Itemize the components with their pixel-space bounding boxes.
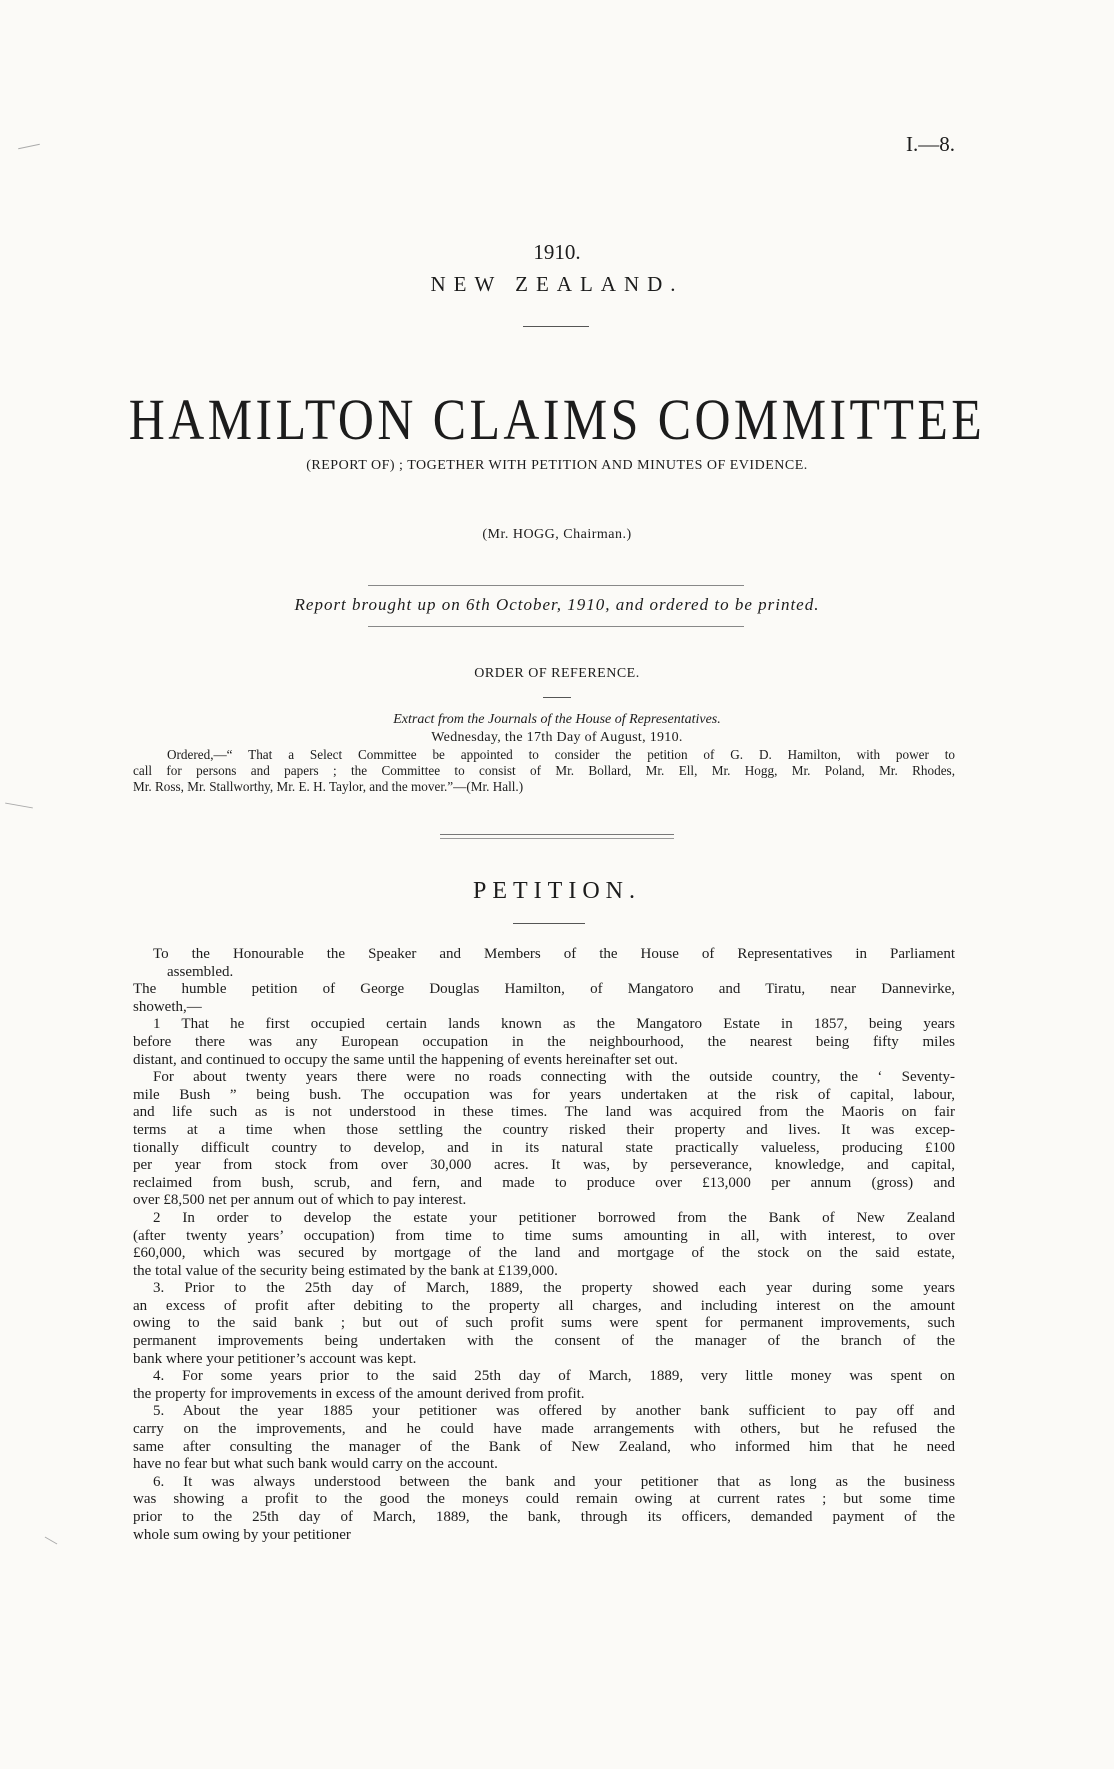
chairman-prefix: (Mr. [482,527,513,542]
chairman-line [0,527,1114,543]
order-of-reference-heading: ORDER OF REFERENCE. [474,666,640,681]
petition-line: prior to the 25th day of March, 1889, the bank, through its officers, demanded payment of the [133,1509,955,1525]
petition-line: assembled. [167,963,234,980]
order-date: Wednesday, the 17th Day of August, 1910. [431,730,683,745]
divider [440,834,674,835]
chairman-name: HOGG, [512,527,564,542]
petition-line: per year from stock from over 30,000 acres. It was, by perseverance, knowledge, and capital, [133,1157,955,1174]
petition-line: and life such as is not understood in these times. The land was acquired from the Maoris on fair [133,1104,955,1121]
petition-line: carry on the improvements, and he could have made arrangements with others, but he refused the [133,1421,955,1438]
petition-line: (after twenty years’ occupation) from time to time sums amounting in all, with interest, to over [133,1227,955,1244]
page-reference: I.—8. [906,132,955,156]
petition-line: £60,000, which was secured by mortgage of the land and mortgage of the stock on the said estate, [133,1245,955,1262]
document-year: 1910. [533,240,581,264]
petition-line: reclaimed from bush, scrub, and fern, and made to produce over £13,000 per annum (gross) and [133,1174,955,1191]
petition-line: same after consulting the manager of the Bank of New Zealand, who informed him that he need [133,1438,955,1455]
petition-line: 5. About the year 1885 your petitioner was offered by another bank sufficient to pay off and [153,1403,955,1420]
petition-line: mile Bush ” being bush. The occupation was for years undertaken at the risk of capital, labour, [133,1086,955,1103]
petition-line: the property for improvements in excess of the amount derived from profit. [133,1385,585,1402]
petition-line: tionally difficult country to develop, and in its natural state practically valueless, producing £100 [133,1139,955,1156]
ordered-text [133,747,955,795]
petition-line: the total value of the security being estimated by the bank at £139,000. [133,1262,558,1279]
petition-line: For about twenty years there were no roads connecting with the outside country, the ‘ Seventy- [153,1069,955,1086]
ordered-line: Ordered,—“ That a Select Committee be appointed to consider the petition of G. D. Hamilton, with power to [167,747,955,762]
country-name: NEW ZEALAND. [430,272,684,296]
divider [543,697,571,698]
petition-body [133,946,955,1544]
petition-line: 3. Prior to the 25th day of March, 1889, the property showed each year during some years [153,1280,955,1297]
petition-line: showeth,— [133,998,202,1015]
petition-line: 2 In order to develop the estate your petitioner borrowed from the Bank of New Zealand [153,1209,955,1226]
margin-mark [18,144,40,150]
petition-line: To the Honourable the Speaker and Members of the House of Representatives in Parliament [153,946,955,962]
petition-line: owing to the said bank ; but out of such profit sums were spent for permanent improvements, such [133,1315,955,1332]
document-title: HAMILTON CLAIMS COMMITTEE [128,387,986,452]
petition-line: whole sum owing by your petitioner [133,1526,351,1543]
extract-line: Extract from the Journals of the House of Representatives. [393,712,721,727]
margin-mark [45,1537,58,1545]
report-brought-up: Report brought up on 6th October, 1910, and ordered to be printed. [294,595,820,614]
divider [368,626,744,627]
petition-line: 1 That he first occupied certain lands known as the Mangatoro Estate in 1857, being years [153,1016,955,1033]
petition-heading: PETITION. [473,878,641,904]
petition-line: bank where your petitioner’s account was kept. [133,1350,417,1367]
petition-line: permanent improvements being undertaken with the consent of the manager of the branch of the [133,1333,955,1350]
chairman-suffix: Chairman.) [563,527,632,542]
petition-line: over £8,500 net per annum out of which to pay interest. [133,1192,467,1209]
petition-line: distant, and continued to occupy the same until the happening of events hereinafter set out. [133,1051,678,1068]
divider [368,585,744,586]
ordered-line: Mr. Ross, Mr. Stallworthy, Mr. E. H. Taylor, and the mover.”—(Mr. Hall.) [133,779,524,794]
petition-line: The humble petition of George Douglas Hamilton, of Mangatoro and Tiratu, near Dannevirke, [133,981,955,998]
petition-line: before there was any European occupation in the neighbourhood, the nearest being fifty miles [133,1033,955,1050]
petition-line: 4. For some years prior to the said 25th day of March, 1889, very little money was spent on [153,1368,955,1385]
document-subtitle: (REPORT OF) ; TOGETHER WITH PETITION AND MINUTES OF EVIDENCE. [306,458,808,473]
divider [440,838,674,839]
petition-line: 6. It was always understood between the bank and your petitioner that as long as the business [153,1473,955,1490]
divider [523,326,589,327]
ordered-line: call for persons and papers ; the Committee to consist of Mr. Bollard, Mr. Ell, Mr. Hogg, Mr. Poland, Mr. Rhodes, [133,763,955,778]
divider [513,923,585,924]
petition-line: have no fear but what such bank would carry on the account. [133,1456,498,1473]
margin-mark [5,803,33,809]
petition-line: terms at a time when those settling the country risked their property and lives. It was excep- [133,1121,955,1138]
petition-line: was showing a profit to the good the moneys could remain owing at current rates ; but some time [133,1491,955,1508]
petition-line: an excess of profit after debiting to the property all charges, and including interest on the amount [133,1297,955,1314]
